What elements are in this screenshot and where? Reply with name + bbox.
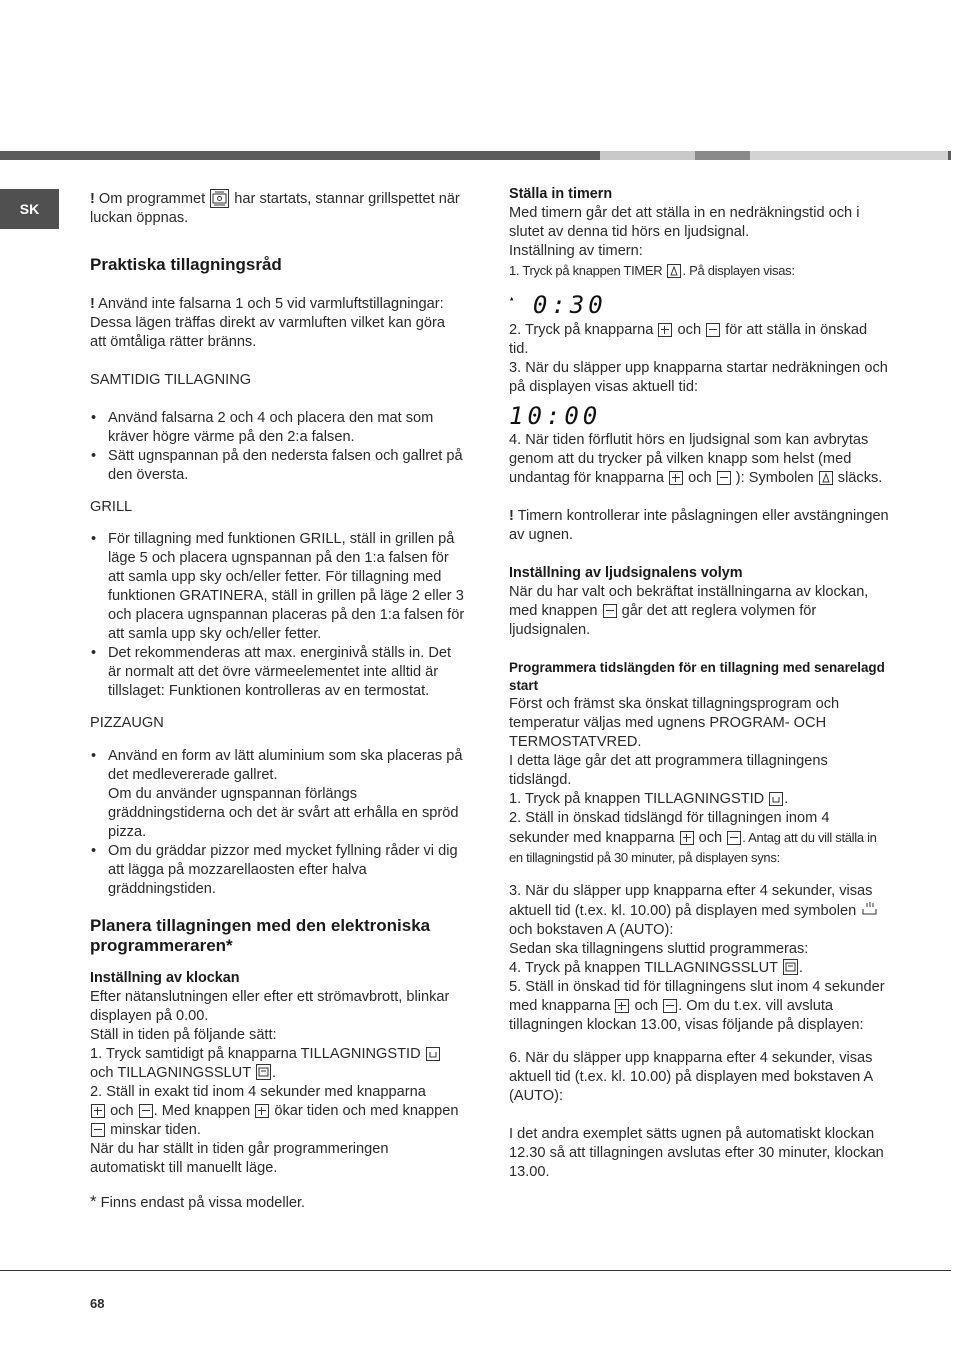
header-color-bar bbox=[0, 151, 954, 160]
rotisserie-program-icon bbox=[210, 189, 229, 208]
cooking-end-icon bbox=[256, 1064, 271, 1080]
list-item: • Använd en form av lätt aluminium som ska placeras på det medlevererade gallret. Om du använder ugnspannan förlängs gräddningstiderna och det är svårt att erhålla en spröd pizza. bbox=[90, 747, 465, 842]
header-bar-dark bbox=[0, 151, 600, 160]
program-step-6: 6. När du släpper upp knapparna efter 4 sekunder, visas aktuell tid (t.ex. kl. 10.00) på displayen med bokstaven A (AUTO): bbox=[509, 1050, 873, 1104]
subheading-pizza: PIZZAUGN bbox=[90, 715, 164, 731]
note-shelves: ! Använd inte falsarna 1 och 5 vid varmluftstillagningar: Dessa lägen träffas direkt av varmluften vilket kan göra att ömtåliga rätter bränns. bbox=[90, 296, 446, 350]
timer-bell-icon bbox=[819, 471, 833, 485]
volume-text: När du har valt och bekräftat inställningarna av klockan, med knappen går det att reglera volymen för ljudsignalen. bbox=[509, 584, 869, 638]
list-simultaneous bbox=[90, 409, 465, 485]
minus-button-icon bbox=[706, 323, 720, 337]
header-bar-light-2 bbox=[750, 151, 948, 160]
left-column bbox=[90, 189, 465, 1213]
timer-steps: 2. Tryck på knapparna och för att ställa in önskad tid. 3. När du släpper upp knapparna startar nedräkningen och på displayen visas aktuell tid: bbox=[509, 322, 888, 395]
program-example: I det andra exemplet sätts ugnen på automatiskt klockan 12.30 så att tillagningen avslutas efter 30 minuter, klockan 13.00. bbox=[509, 1126, 884, 1180]
plus-button-icon bbox=[680, 831, 694, 845]
plus-button-icon bbox=[669, 471, 683, 485]
list-grill bbox=[90, 530, 465, 701]
plus-button-icon bbox=[91, 1104, 105, 1118]
header-bar-end bbox=[948, 151, 951, 160]
minus-button-icon bbox=[139, 1104, 153, 1118]
plus-button-icon bbox=[615, 999, 629, 1013]
list-item: • Det rekommenderas att max. energinivå ställs in. Det är normalt att det övre värmeelementet inte alltid är tillslaget: Funktionen kontrolleras av en termostat. bbox=[90, 644, 465, 701]
minus-button-icon bbox=[91, 1123, 105, 1137]
timer-text: Med timern går det att ställa in en nedräkningstid och i slutet av denna tid hörs en ljudsignal. Inställning av timern: 1. Tryck på knappen TIMER . På displayen visas: bbox=[509, 205, 860, 278]
subheading-timer: Ställa in timern bbox=[509, 186, 613, 202]
display-time-10-00: 10:00 bbox=[509, 402, 602, 430]
minus-button-icon bbox=[603, 604, 617, 618]
footer-rule bbox=[0, 1270, 951, 1271]
display-timer-0-30: ▴ 0:30 bbox=[509, 291, 607, 319]
list-item: • Sätt ugnspannan på den nedersta falsen och gallret på den översta. bbox=[90, 447, 465, 485]
heading-programmer: Planera tillagningen med den elektroniska programmeraren* bbox=[90, 916, 431, 955]
list-item: • Använd falsarna 2 och 4 och placera den mat som kräver högre värme på den 2:a falsen. bbox=[90, 409, 465, 447]
auto-cooking-icon bbox=[860, 901, 880, 917]
timer-bell-icon bbox=[667, 264, 681, 278]
timer-step-4: 4. När tiden förflutit hörs en ljudsignal som kan avbrytas genom att du trycker på vilken knapp som helst (med undantag för knapparna och ): Symbolen släcks. bbox=[509, 432, 883, 486]
minus-button-icon bbox=[727, 831, 741, 845]
subheading-simultaneous: SAMTIDIG TILLAGNING bbox=[90, 372, 252, 388]
cooking-time-icon bbox=[769, 792, 783, 806]
list-item: • För tillagning med funktionen GRILL, ställ in grillen på läge 5 och placera ugnspannan på den 1:a falsen för att samla upp sky och/eller fetter. För tillagning med funktionen GRATINERA, ställ in grillen på läge 2 eller 3 och placera ugnspannan placeras på den 1:a falsen för att samla upp sky och/eller fetter. bbox=[90, 530, 465, 644]
program-text: Först och främst ska önskat tillagningsprogram och temperatur väljas med ugnens PROGRAM- OCH TERMOSTATVRED. I detta läge går det att programmera tillagningens tidslängd. 1. Tryck på knappen TILLAGNINGSTID . 2. Ställ in önskad tidslängd för tillagningen inom 4 sekunder med knapparna och . Antag att du vill ställa in en tillagningstid på 30 minuter, på displayen syns: bbox=[509, 696, 877, 865]
note-timer: ! Timern kontrollerar inte påslagningen eller avstängningen av ugnen. bbox=[509, 508, 889, 543]
language-tab: SK bbox=[0, 189, 59, 229]
plus-button-icon bbox=[255, 1104, 269, 1118]
heading-cooking-tips: Praktiska tillagningsråd bbox=[90, 255, 282, 274]
right-column bbox=[509, 185, 889, 1182]
subheading-delayed-start: Programmera tidslängden för en tillagning med senarelagd start bbox=[509, 660, 885, 693]
minus-button-icon bbox=[717, 471, 731, 485]
note-grill-spit: ! Om programmet har startats, stannar grillspettet när luckan öppnas. bbox=[90, 191, 460, 226]
clock-text: Efter nätanslutningen eller efter ett strömavbrott, blinkar displayen på 0.00. Ställ in tiden på följande sätt: 1. Tryck samtidigt på knapparna TILLAGNINGSTID och TILLAGNINGSSLUT . 2. Ställ in exakt tid inom 4 sekunder med knapparna och . Med knappen ökar tiden och med knappen minskar tiden. När du har ställt in tiden går programmeringen automatiskt till manuellt läge. bbox=[90, 989, 459, 1176]
subheading-clock: Inställning av klockan bbox=[90, 970, 240, 986]
plus-button-icon bbox=[658, 323, 672, 337]
cooking-end-icon bbox=[783, 959, 798, 975]
list-item: • Om du gräddar pizzor med mycket fyllning råder vi dig att lägga på mozzarellaosten efter halva gräddningstiden. bbox=[90, 842, 465, 899]
cooking-time-icon bbox=[426, 1047, 440, 1061]
header-bar-mid bbox=[695, 151, 750, 160]
exclamation-mark: ! bbox=[90, 191, 95, 207]
subheading-grill: GRILL bbox=[90, 499, 133, 515]
page-number: 68 bbox=[90, 1296, 105, 1311]
subheading-volume: Inställning av ljudsignalens volym bbox=[509, 565, 743, 581]
header-bar-light bbox=[600, 151, 695, 160]
program-steps: 3. När du släpper upp knapparna efter 4 sekunder, visas aktuell tid (t.ex. kl. 10.00) på displayen med symbolen och bokstaven A (AUTO): Sedan ska tillagningens sluttid programmeras: 4. Tryck på knappen TILLAGNINGSSLUT . 5. Ställ in önskad tid för tillagningens slut inom 4 sekunder med knapparna och . Om du t.ex. vill avsluta tillagningen klockan 13.00, visas följande på displayen: bbox=[509, 883, 885, 1033]
list-pizza bbox=[90, 747, 465, 899]
footnote: * Finns endast på vissa modeller. bbox=[90, 1192, 306, 1211]
minus-button-icon bbox=[663, 999, 677, 1013]
